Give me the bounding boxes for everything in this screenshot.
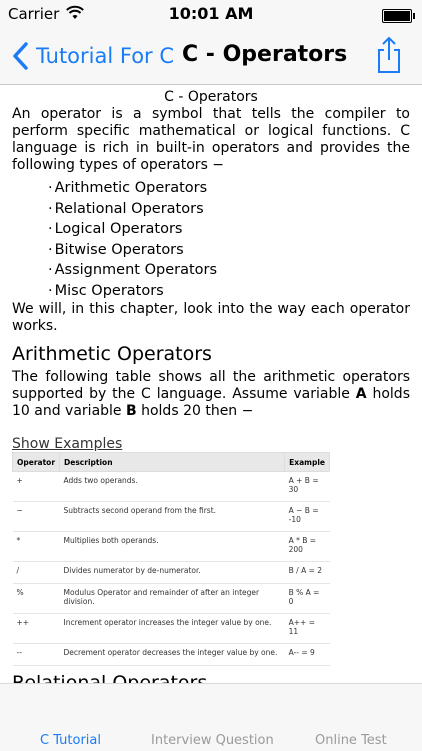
article-heading: C - Operators bbox=[164, 89, 258, 105]
table-cell: -- bbox=[13, 644, 60, 666]
table-cell: ++ bbox=[13, 614, 60, 644]
tab-bar bbox=[0, 683, 422, 751]
table-cell: % bbox=[13, 584, 60, 614]
arith-text: holds 10 and variable bbox=[12, 386, 410, 419]
tab-interview-question[interactable]: Interview Question bbox=[151, 733, 274, 748]
operator-types-list bbox=[48, 178, 410, 301]
show-examples-link[interactable]: Show Examples bbox=[12, 436, 123, 452]
table-cell: A * B = 200 bbox=[285, 532, 330, 562]
table-row bbox=[13, 502, 330, 532]
table-cell: * bbox=[13, 532, 60, 562]
variable-a: A bbox=[355, 386, 367, 402]
tab-online-test[interactable]: Online Test bbox=[315, 733, 387, 748]
carrier-label: Carrier bbox=[8, 5, 60, 23]
share-icon[interactable] bbox=[374, 36, 404, 74]
arith-text: The following table shows all the arithmetic operators supported by the C language. Assume variable bbox=[12, 369, 410, 402]
variable-b: B bbox=[125, 403, 137, 419]
table-row bbox=[13, 644, 330, 666]
table-cell: B % A = 0 bbox=[285, 584, 330, 614]
status-time: 10:01 AM bbox=[168, 4, 254, 23]
table-cell: A-- = 9 bbox=[285, 644, 330, 666]
table-cell: Increment operator increases the integer value by one. bbox=[60, 614, 285, 644]
back-button[interactable] bbox=[10, 38, 174, 74]
table-cell: A++ = 11 bbox=[285, 614, 330, 644]
intro-paragraph: An operator is a symbol that tells the compiler to perform specific mathematical or logical functions. C language is rich in built-in operators and provides the following types of operators − bbox=[12, 106, 410, 173]
list-item: · Bitwise Operators bbox=[48, 240, 410, 261]
list-item: · Assignment Operators bbox=[48, 260, 410, 281]
table-row bbox=[13, 584, 330, 614]
table-cell: A − B = -10 bbox=[285, 502, 330, 532]
list-item: · Misc Operators bbox=[48, 281, 410, 302]
table-header-row bbox=[13, 453, 330, 472]
table-cell: Modulus Operator and remainder of after an integer division. bbox=[60, 584, 285, 614]
table-cell: Subtracts second operand from the first. bbox=[60, 502, 285, 532]
arithmetic-table bbox=[12, 452, 330, 666]
article-content[interactable] bbox=[0, 85, 422, 683]
back-button-label: Tutorial For C bbox=[36, 44, 175, 68]
table-cell: + bbox=[13, 472, 60, 502]
table-cell: − bbox=[13, 502, 60, 532]
table-cell: A + B = 30 bbox=[285, 472, 330, 502]
table-row bbox=[13, 562, 330, 584]
table-header: Example bbox=[285, 453, 330, 472]
arith-text: holds 20 then − bbox=[136, 403, 254, 419]
table-header: Description bbox=[60, 453, 285, 472]
table-cell: Multiplies both operands. bbox=[60, 532, 285, 562]
page-title: C - Operators bbox=[182, 42, 348, 67]
table-cell: / bbox=[13, 562, 60, 584]
table-row bbox=[13, 472, 330, 502]
table-row bbox=[13, 614, 330, 644]
arithmetic-heading: Arithmetic Operators bbox=[12, 343, 212, 365]
status-bar bbox=[0, 0, 422, 28]
tab-c-tutorial[interactable]: C Tutorial bbox=[40, 733, 102, 748]
chevron-left-icon bbox=[10, 38, 32, 74]
list-item: · Arithmetic Operators bbox=[48, 178, 410, 199]
outro-paragraph: We will, in this chapter, look into the way each operator works. bbox=[12, 301, 410, 334]
arithmetic-paragraph bbox=[12, 369, 410, 420]
list-item: · Relational Operators bbox=[48, 199, 410, 220]
table-cell: B / A = 2 bbox=[285, 562, 330, 584]
list-item: · Logical Operators bbox=[48, 219, 410, 240]
navigation-bar bbox=[0, 28, 422, 85]
table-header: Operator bbox=[13, 453, 60, 472]
table-row bbox=[13, 532, 330, 562]
table-cell: Adds two operands. bbox=[60, 472, 285, 502]
table-cell: Decrement operator decreases the integer value by one. bbox=[60, 644, 285, 666]
battery-icon bbox=[382, 9, 412, 23]
table-cell: Divides numerator by de-numerator. bbox=[60, 562, 285, 584]
